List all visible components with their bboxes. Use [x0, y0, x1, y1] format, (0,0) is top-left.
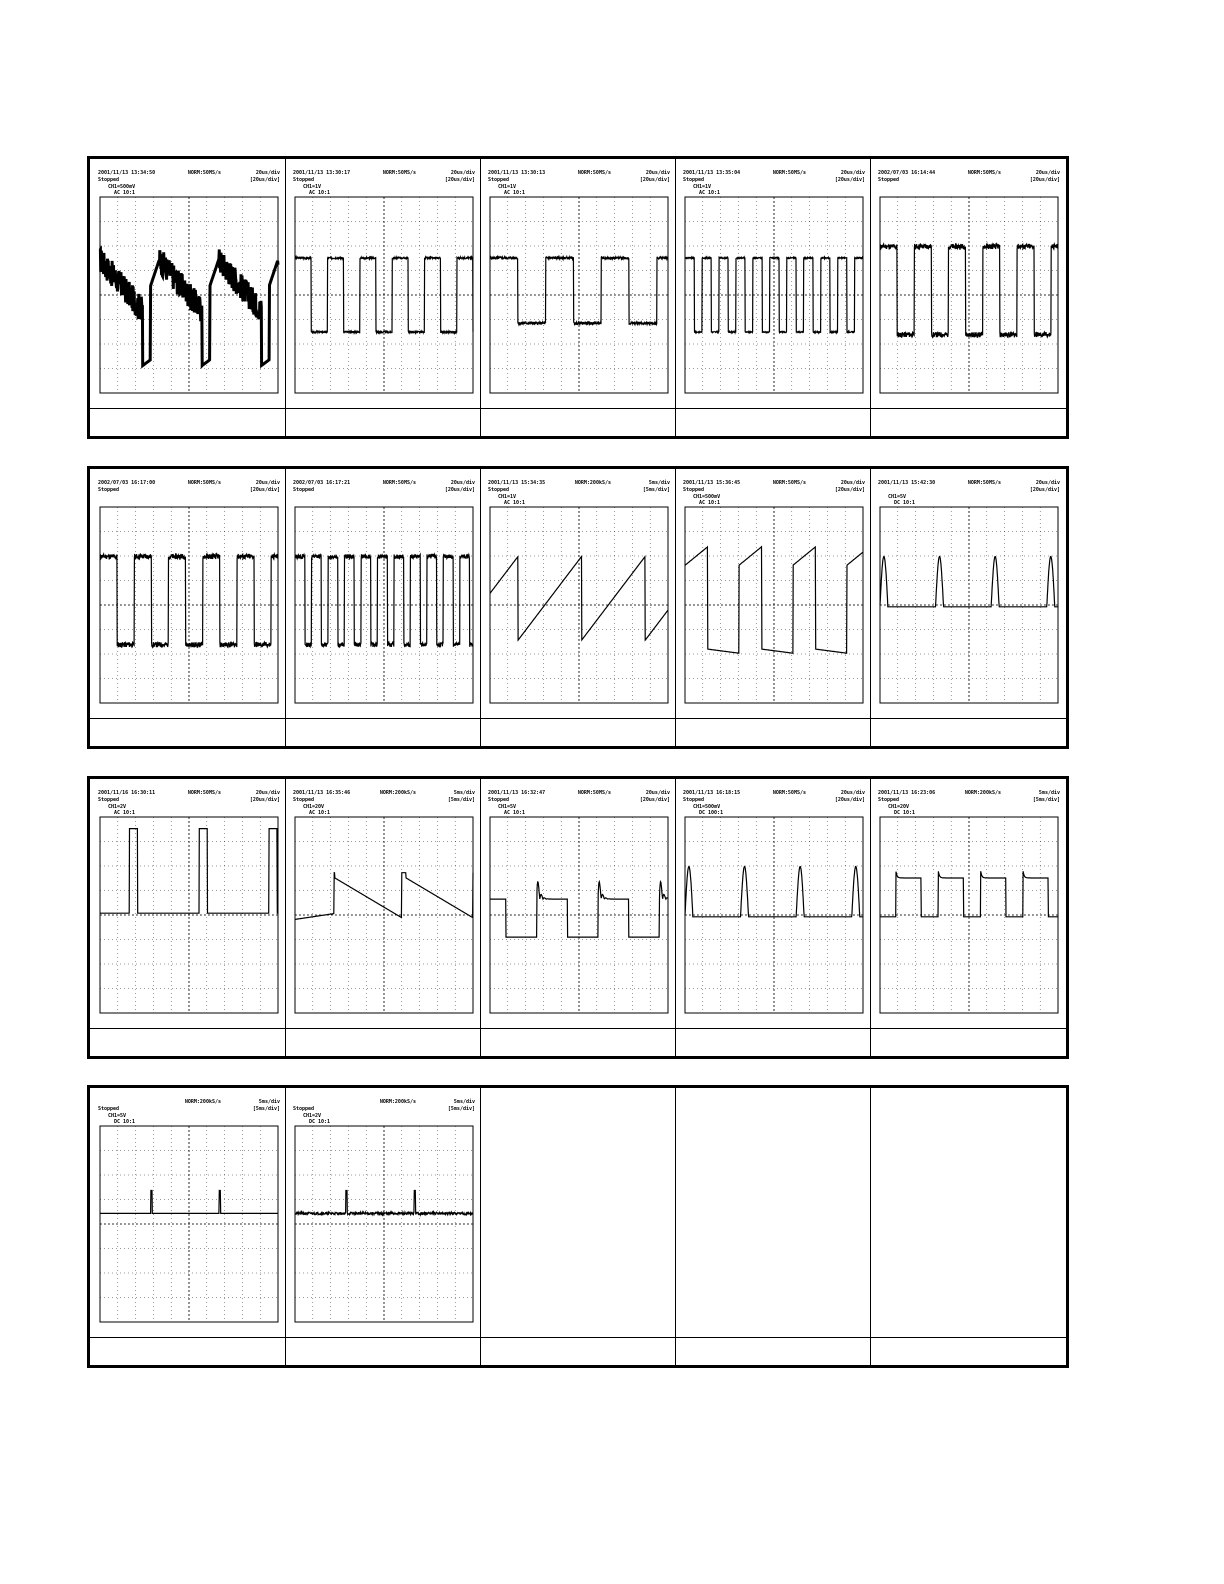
scope-datetime: 2002/07/03 16:17:00: [98, 480, 156, 486]
waveform-block: [87, 776, 1069, 1059]
scope-mode: NORM:50MS/s: [382, 480, 416, 486]
scope-coupling: DC 10:1: [894, 810, 916, 816]
scope-status: Stopped: [683, 177, 705, 183]
oscilloscope-trace: [96, 1096, 282, 1330]
oscilloscope-trace: [96, 477, 282, 711]
scope-coupling: DC 10:1: [309, 1119, 331, 1125]
scope-channel: CH1=1V: [303, 184, 322, 190]
caption-cell: [870, 719, 1066, 746]
scope-status: Stopped: [488, 797, 510, 803]
scope-timebase-sub: [20us/div]: [249, 177, 280, 183]
scope-timebase: 5ms/div: [453, 790, 475, 796]
oscilloscope-trace: [681, 477, 867, 711]
scope-channel: CH1=1V: [498, 494, 517, 500]
scope-timebase-sub: [20us/div]: [444, 177, 475, 183]
scope-timebase-sub: [5ms/div]: [447, 1106, 475, 1112]
scope-channel: CH1=1V: [498, 184, 517, 190]
scope-datetime: 2001/11/13 16:18:15: [683, 790, 741, 796]
scope-timebase: 20us/div: [645, 790, 670, 796]
scope-timebase-sub: [20us/div]: [639, 177, 670, 183]
scope-cell: [90, 1088, 286, 1338]
scope-mode: NORM:50MS/s: [382, 170, 416, 176]
scope-status: Stopped: [98, 487, 120, 493]
scope-timebase-sub: [20us/div]: [834, 797, 865, 803]
scope-mode: NORM:50MS/s: [772, 170, 806, 176]
scope-datetime: 2001/11/13 16:32:47: [488, 790, 546, 796]
scope-timebase-sub: [20us/div]: [834, 177, 865, 183]
scope-cell: [480, 779, 676, 1029]
scope-channel: CH1=2V: [303, 1113, 322, 1119]
scope-cell: [285, 1088, 481, 1338]
scope-channel: CH1=500mV: [108, 184, 136, 190]
scope-coupling: AC 10:1: [114, 190, 136, 196]
scope-datetime: 2002/07/03 16:14:44: [878, 170, 936, 176]
scope-timebase-sub: [20us/div]: [249, 487, 280, 493]
oscilloscope-trace: [96, 787, 282, 1021]
caption-cell: [285, 1029, 481, 1056]
caption-cell: [480, 409, 676, 436]
scope-coupling: DC 10:1: [114, 1119, 136, 1125]
scope-mode: NORM:200kS/s: [379, 790, 416, 796]
scope-channel: CH1=1V: [693, 184, 712, 190]
scope-datetime: 2001/11/13 13:30:17: [293, 170, 351, 176]
scope-datetime: 2001/11/13 16:35:46: [293, 790, 351, 796]
oscilloscope-trace: [486, 167, 672, 401]
scope-channel: CH1=20V: [888, 804, 910, 810]
caption-row: [90, 1028, 1066, 1056]
scope-status: Stopped: [98, 177, 120, 183]
scope-cell: [285, 779, 481, 1029]
scope-timebase-sub: [20us/div]: [249, 797, 280, 803]
scope-status: Stopped: [683, 797, 705, 803]
scope-mode: NORM:200kS/s: [184, 1099, 221, 1105]
scope-coupling: DC 10:1: [894, 500, 916, 506]
scope-timebase: 5ms/div: [453, 1099, 475, 1105]
scope-channel: CH1=20V: [303, 804, 325, 810]
scope-channel: CH1=5V: [498, 804, 517, 810]
scope-timebase: 20us/div: [255, 170, 280, 176]
oscilloscope-trace: [486, 787, 672, 1021]
scope-channel: CH1=2V: [108, 804, 127, 810]
scope-cell: [90, 159, 286, 409]
scope-timebase: 20us/div: [645, 170, 670, 176]
scope-mode: NORM:50MS/s: [577, 170, 611, 176]
scope-timebase-sub: [20us/div]: [834, 487, 865, 493]
scope-mode: NORM:50MS/s: [577, 790, 611, 796]
caption-cell: [870, 409, 1066, 436]
caption-cell: [285, 409, 481, 436]
scope-timebase: 20us/div: [450, 170, 475, 176]
caption-cell: [285, 1338, 481, 1365]
scope-timebase-sub: [20us/div]: [444, 487, 475, 493]
scope-timebase: 5ms/div: [258, 1099, 280, 1105]
scope-coupling: DC 100:1: [699, 810, 724, 816]
scope-status: Stopped: [293, 1106, 315, 1112]
caption-row: [90, 408, 1066, 436]
scope-mode: NORM:50MS/s: [967, 480, 1001, 486]
scope-timebase: 20us/div: [840, 790, 865, 796]
scope-coupling: AC 10:1: [309, 190, 331, 196]
scope-cell: [480, 1088, 676, 1338]
caption-cell: [870, 1029, 1066, 1056]
caption-cell: [90, 409, 286, 436]
caption-row: [90, 1337, 1066, 1365]
caption-row: [90, 718, 1066, 746]
scope-coupling: AC 10:1: [699, 500, 721, 506]
scope-cell: [675, 159, 871, 409]
waveform-block: [87, 466, 1069, 749]
oscilloscope-trace: [876, 787, 1062, 1021]
oscilloscope-trace: [681, 167, 867, 401]
scope-status: Stopped: [683, 487, 705, 493]
scope-cell: [870, 159, 1066, 409]
scope-cell: [285, 469, 481, 719]
scope-datetime: 2001/11/13 15:36:45: [683, 480, 741, 486]
caption-cell: [675, 719, 871, 746]
caption-cell: [90, 1338, 286, 1365]
scope-timebase: 20us/div: [1035, 170, 1060, 176]
oscilloscope-trace: [876, 477, 1062, 711]
scope-status: Stopped: [98, 797, 120, 803]
scope-timebase: 5ms/div: [648, 480, 670, 486]
scope-mode: NORM:200kS/s: [379, 1099, 416, 1105]
scope-cell: [285, 159, 481, 409]
scope-timebase: 20us/div: [450, 480, 475, 486]
scope-datetime: 2001/11/13 16:23:06: [878, 790, 936, 796]
oscilloscope-trace: [291, 787, 477, 1021]
scope-cell: [675, 1088, 871, 1338]
scope-datetime: 2001/11/13 15:42:30: [878, 480, 936, 486]
scope-timebase: 20us/div: [840, 480, 865, 486]
waveform-trace: [100, 1191, 278, 1214]
oscilloscope-trace: [291, 477, 477, 711]
caption-cell: [675, 409, 871, 436]
scope-coupling: AC 10:1: [504, 500, 526, 506]
scope-timebase-sub: [5ms/div]: [1032, 797, 1060, 803]
scope-mode: NORM:50MS/s: [187, 480, 221, 486]
waveform-trace: [295, 873, 473, 920]
oscilloscope-trace: [291, 167, 477, 401]
scope-datetime: 2001/11/13 13:30:13: [488, 170, 546, 176]
scope-status: Stopped: [293, 177, 315, 183]
scope-channel: CH1=5V: [888, 494, 907, 500]
scope-coupling: AC 10:1: [504, 810, 526, 816]
scope-timebase-sub: [20us/div]: [1029, 177, 1060, 183]
scope-status: Stopped: [293, 487, 315, 493]
caption-cell: [480, 1029, 676, 1056]
scope-datetime: 2001/11/16 16:30:11: [98, 790, 156, 796]
scope-timebase-sub: [5ms/div]: [447, 797, 475, 803]
scope-timebase: 20us/div: [840, 170, 865, 176]
scope-mode: NORM:200kS/s: [574, 480, 611, 486]
scope-channel: CH1=500mV: [693, 494, 721, 500]
caption-cell: [675, 1029, 871, 1056]
scope-cell: [870, 779, 1066, 1029]
scope-channel: CH1=5V: [108, 1113, 127, 1119]
caption-cell: [480, 719, 676, 746]
oscilloscope-trace: [681, 787, 867, 1021]
scope-mode: NORM:50MS/s: [772, 480, 806, 486]
scope-status: Stopped: [488, 177, 510, 183]
waveform-block: [87, 1085, 1069, 1368]
scope-channel: CH1=500mV: [693, 804, 721, 810]
caption-cell: [480, 1338, 676, 1365]
oscilloscope-trace: [876, 167, 1062, 401]
scope-cell: [870, 1088, 1066, 1338]
scope-cell: [480, 469, 676, 719]
scope-timebase-sub: [5ms/div]: [642, 487, 670, 493]
scope-timebase: 5ms/div: [1038, 790, 1060, 796]
scope-timebase: 20us/div: [255, 790, 280, 796]
scope-status: Stopped: [98, 1106, 120, 1112]
oscilloscope-trace: [291, 1096, 477, 1330]
scope-timebase: 20us/div: [255, 480, 280, 486]
scope-cell: [90, 779, 286, 1029]
caption-cell: [870, 1338, 1066, 1365]
scope-cell: [675, 779, 871, 1029]
scope-mode: NORM:50MS/s: [187, 790, 221, 796]
scope-mode: NORM:50MS/s: [967, 170, 1001, 176]
scope-coupling: AC 10:1: [699, 190, 721, 196]
scope-mode: NORM:200kS/s: [964, 790, 1001, 796]
scope-cell: [675, 469, 871, 719]
scope-timebase-sub: [20us/div]: [639, 797, 670, 803]
oscilloscope-trace: [96, 167, 282, 401]
caption-cell: [90, 1029, 286, 1056]
scope-coupling: AC 10:1: [114, 810, 136, 816]
scope-timebase-sub: [5ms/div]: [252, 1106, 280, 1112]
scope-status: Stopped: [293, 797, 315, 803]
scope-datetime: 2001/11/13 13:34:50: [98, 170, 156, 176]
scope-cell: [870, 469, 1066, 719]
scope-status: Stopped: [488, 487, 510, 493]
oscilloscope-trace: [486, 477, 672, 711]
scope-coupling: AC 10:1: [504, 190, 526, 196]
scope-status: Stopped: [878, 797, 900, 803]
scope-datetime: 2002/07/03 16:17:21: [293, 480, 351, 486]
caption-cell: [90, 719, 286, 746]
caption-cell: [285, 719, 481, 746]
scope-cell: [90, 469, 286, 719]
caption-cell: [675, 1338, 871, 1365]
scope-status: Stopped: [878, 177, 900, 183]
scope-mode: NORM:50MS/s: [187, 170, 221, 176]
scope-datetime: 2001/11/13 15:34:35: [488, 480, 546, 486]
scope-coupling: AC 10:1: [309, 810, 331, 816]
waveform-block: [87, 156, 1069, 439]
scope-timebase-sub: [20us/div]: [1029, 487, 1060, 493]
scope-mode: NORM:50MS/s: [772, 790, 806, 796]
scope-timebase: 20us/div: [1035, 480, 1060, 486]
scope-cell: [480, 159, 676, 409]
scope-datetime: 2001/11/13 13:35:04: [683, 170, 741, 176]
